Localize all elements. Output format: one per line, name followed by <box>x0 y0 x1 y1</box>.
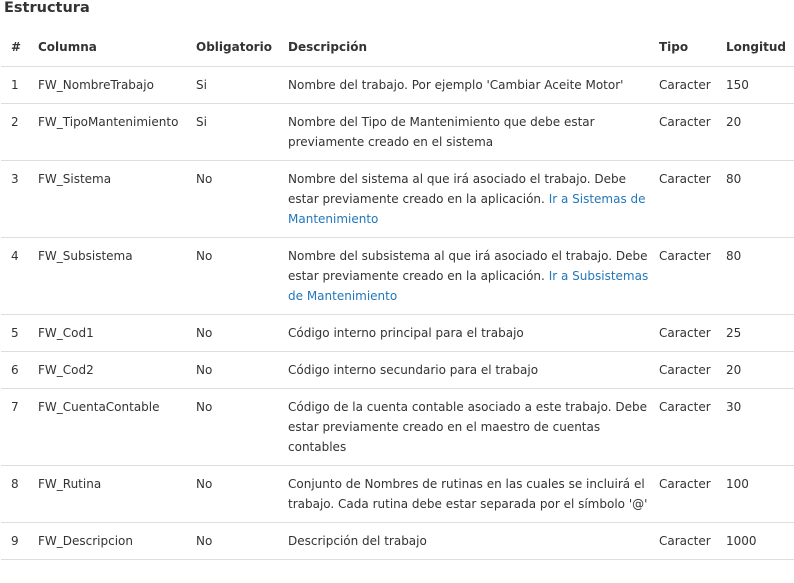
cell-obligatorio: No <box>196 389 288 466</box>
cell-obligatorio: Si <box>196 67 288 104</box>
description-text: Nombre del sistema al que irá asociado el trabajo. Debe estar previamente creado en la aplicación. <box>288 172 626 206</box>
cell-num: 1 <box>1 67 38 104</box>
cell-descripcion <box>288 389 659 466</box>
cell-longitud: 20 <box>726 104 794 161</box>
description-text: Nombre del subsistema al que irá asociado el trabajo. Debe estar previamente creado en la aplicación. <box>288 249 648 283</box>
header-num: # <box>1 30 38 67</box>
description-text: Código interno principal para el trabajo <box>288 326 524 340</box>
cell-tipo: Caracter <box>659 238 726 315</box>
description-text: Descripción del trabajo <box>288 534 427 548</box>
cell-columna: FW_Subsistema <box>38 238 196 315</box>
cell-descripcion <box>288 161 659 238</box>
cell-descripcion <box>288 352 659 389</box>
cell-columna: FW_Cod1 <box>38 315 196 352</box>
header-columna: Columna <box>38 30 196 67</box>
header-tipo: Tipo <box>659 30 726 67</box>
cell-longitud: 20 <box>726 352 794 389</box>
cell-longitud: 80 <box>726 161 794 238</box>
cell-longitud: 1000 <box>726 523 794 560</box>
table-row <box>1 161 794 238</box>
cell-descripcion <box>288 67 659 104</box>
description-text: Código interno secundario para el trabajo <box>288 363 539 377</box>
description-link[interactable]: Ir a Sistemas de Mantenimiento <box>288 192 646 226</box>
header-obligatorio: Obligatorio <box>196 30 288 67</box>
cell-descripcion <box>288 466 659 523</box>
cell-tipo: Caracter <box>659 352 726 389</box>
cell-obligatorio: No <box>196 315 288 352</box>
page-title: Estructura <box>4 0 90 16</box>
cell-descripcion <box>288 523 659 560</box>
cell-num: 5 <box>1 315 38 352</box>
cell-descripcion <box>288 104 659 161</box>
structure-table <box>1 30 794 560</box>
header-descripcion: Descripción <box>288 30 659 67</box>
cell-longitud: 80 <box>726 238 794 315</box>
table-row <box>1 315 794 352</box>
cell-obligatorio: No <box>196 161 288 238</box>
cell-columna: FW_Descripcion <box>38 523 196 560</box>
table-row <box>1 389 794 466</box>
cell-columna: FW_Cod2 <box>38 352 196 389</box>
cell-longitud: 25 <box>726 315 794 352</box>
header-longitud: Longitud <box>726 30 794 67</box>
cell-columna: FW_TipoMantenimiento <box>38 104 196 161</box>
cell-num: 8 <box>1 466 38 523</box>
cell-tipo: Caracter <box>659 67 726 104</box>
table-row <box>1 352 794 389</box>
description-text: Nombre del Tipo de Mantenimiento que debe estar previamente creado en el sistema <box>288 115 595 149</box>
table-row <box>1 67 794 104</box>
cell-num: 9 <box>1 523 38 560</box>
cell-obligatorio: No <box>196 523 288 560</box>
cell-longitud: 30 <box>726 389 794 466</box>
cell-num: 6 <box>1 352 38 389</box>
table-body <box>1 67 794 560</box>
cell-tipo: Caracter <box>659 466 726 523</box>
table-row <box>1 238 794 315</box>
cell-tipo: Caracter <box>659 389 726 466</box>
table-header-row <box>1 30 794 67</box>
cell-descripcion <box>288 238 659 315</box>
cell-tipo: Caracter <box>659 161 726 238</box>
cell-obligatorio: Si <box>196 104 288 161</box>
cell-columna: FW_Rutina <box>38 466 196 523</box>
cell-tipo: Caracter <box>659 523 726 560</box>
cell-obligatorio: No <box>196 352 288 389</box>
table-row <box>1 523 794 560</box>
cell-longitud: 150 <box>726 67 794 104</box>
cell-num: 2 <box>1 104 38 161</box>
table-row <box>1 104 794 161</box>
description-text: Conjunto de Nombres de rutinas en las cuales se incluirá el trabajo. Cada rutina debe estar separada por el símbolo '@' <box>288 477 648 511</box>
cell-num: 4 <box>1 238 38 315</box>
cell-longitud: 100 <box>726 466 794 523</box>
cell-num: 7 <box>1 389 38 466</box>
table-row <box>1 466 794 523</box>
cell-tipo: Caracter <box>659 104 726 161</box>
cell-columna: FW_Sistema <box>38 161 196 238</box>
cell-obligatorio: No <box>196 238 288 315</box>
description-text: Código de la cuenta contable asociado a este trabajo. Debe estar previamente creado en el maestro de cuentas contables <box>288 400 647 454</box>
cell-columna: FW_NombreTrabajo <box>38 67 196 104</box>
description-text: Nombre del trabajo. Por ejemplo 'Cambiar Aceite Motor' <box>288 78 624 92</box>
cell-num: 3 <box>1 161 38 238</box>
cell-descripcion <box>288 315 659 352</box>
cell-columna: FW_CuentaContable <box>38 389 196 466</box>
description-link[interactable]: Ir a Subsistemas de Mantenimiento <box>288 269 649 303</box>
cell-obligatorio: No <box>196 466 288 523</box>
cell-tipo: Caracter <box>659 315 726 352</box>
